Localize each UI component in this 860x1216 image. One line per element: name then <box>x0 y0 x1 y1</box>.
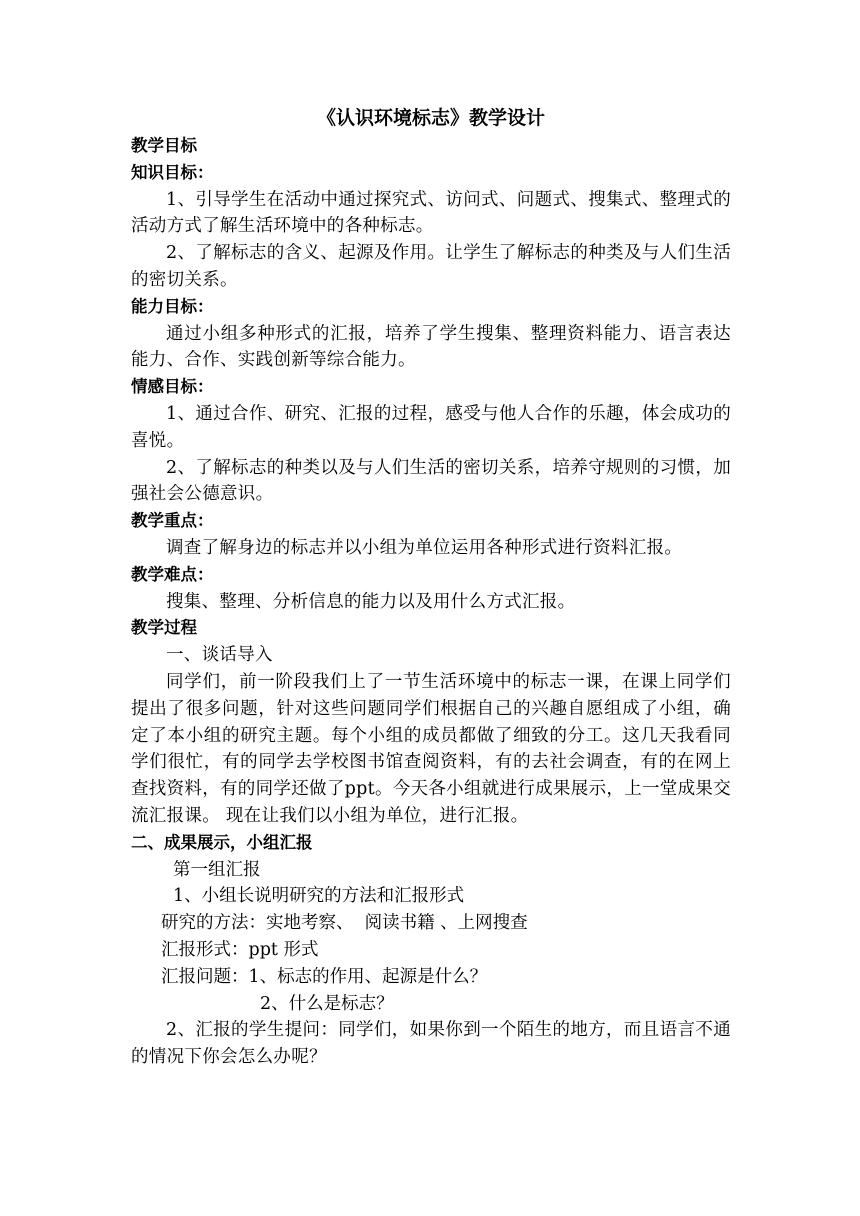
document-title: 《认识环境标志》教学设计 <box>316 107 545 129</box>
teaching-key-text: 调查了解身边的标志并以小组为单位运用各种形式进行资料汇报。 <box>166 537 683 558</box>
group-1-question-1: 汇报问题：1、标志的作用、起源是什么？ <box>161 966 488 987</box>
teaching-goals-heading: 教学目标 <box>131 136 197 155</box>
knowledge-goal-1: 1、引导学生在活动中通过探究式、访问式、问题式、搜集式、整理式的活动方式了解生活环境中的各种标志。 <box>131 189 731 237</box>
teaching-process-heading: 教学过程 <box>131 618 197 638</box>
ability-goal-1: 通过小组多种形式的汇报，培养了学生搜集、整理资料能力、语言表达能力、合作、实践创新等综合能力。 <box>131 323 731 371</box>
group-1-item-2: 2、汇报的学生提问：同学们，如果你到一个陌生的地方，而且语言不通的情况下你会怎么办呢？ <box>131 1020 731 1068</box>
emotion-goal-2: 2、了解标志的种类以及与人们生活的密切关系，培养守规则的习惯，加强社会公德意识。 <box>131 457 731 505</box>
teaching-key-heading: 教学重点： <box>131 511 214 531</box>
group-1-form: 汇报形式：ppt 形式 <box>161 939 319 960</box>
group-1-method: 研究的方法：实地考察、 阅读书籍 、上网搜查 <box>161 913 528 934</box>
group-1-question-2: 2、什么是标志？ <box>260 993 394 1014</box>
teaching-difficulty-heading: 教学难点： <box>131 564 214 584</box>
process-step-1-title: 一、谈话导入 <box>166 645 273 666</box>
knowledge-goal-2: 2、了解标志的含义、起源及作用。让学生了解标志的种类及与人们生活的密切关系。 <box>131 243 731 290</box>
emotion-goal-1: 1、通过合作、研究、汇报的过程，感受与他人合作的乐趣，体会成功的喜悦。 <box>131 403 731 451</box>
results-show-heading: 二、成果展示，小组汇报 <box>131 832 313 852</box>
teaching-difficulty-text: 搜集、整理、分析信息的能力以及用什么方式汇报。 <box>166 591 576 612</box>
process-step-1-text: 同学们，前一阶段我们上了一节生活环境中的标志一课，在课上同学们提出了很多问题，针对这些问题同学们根据自己的兴趣自愿组成了小组，确定了本小组的研究主题。每个小组的成员都做了细致的分工。这几天我看同学们很忙，有的同学去学校图书馆查阅资料，有的去社会调查，有的在网上查找资料，有的同学还做了ppt。今天各小组就进行成果展示，上一堂成果交流汇报课。 现在让我们以小组为单位，进行汇报。 <box>131 671 731 826</box>
group-1-item-1: 1、小组长说明研究的方法和汇报形式 <box>173 886 465 907</box>
ability-goals-heading: 能力目标： <box>131 296 214 316</box>
group-1-title: 第一组汇报 <box>173 859 261 880</box>
knowledge-goals-heading: 知识目标： <box>131 162 214 182</box>
emotion-goals-heading: 情感目标： <box>131 377 214 397</box>
document-body <box>131 105 731 1071</box>
